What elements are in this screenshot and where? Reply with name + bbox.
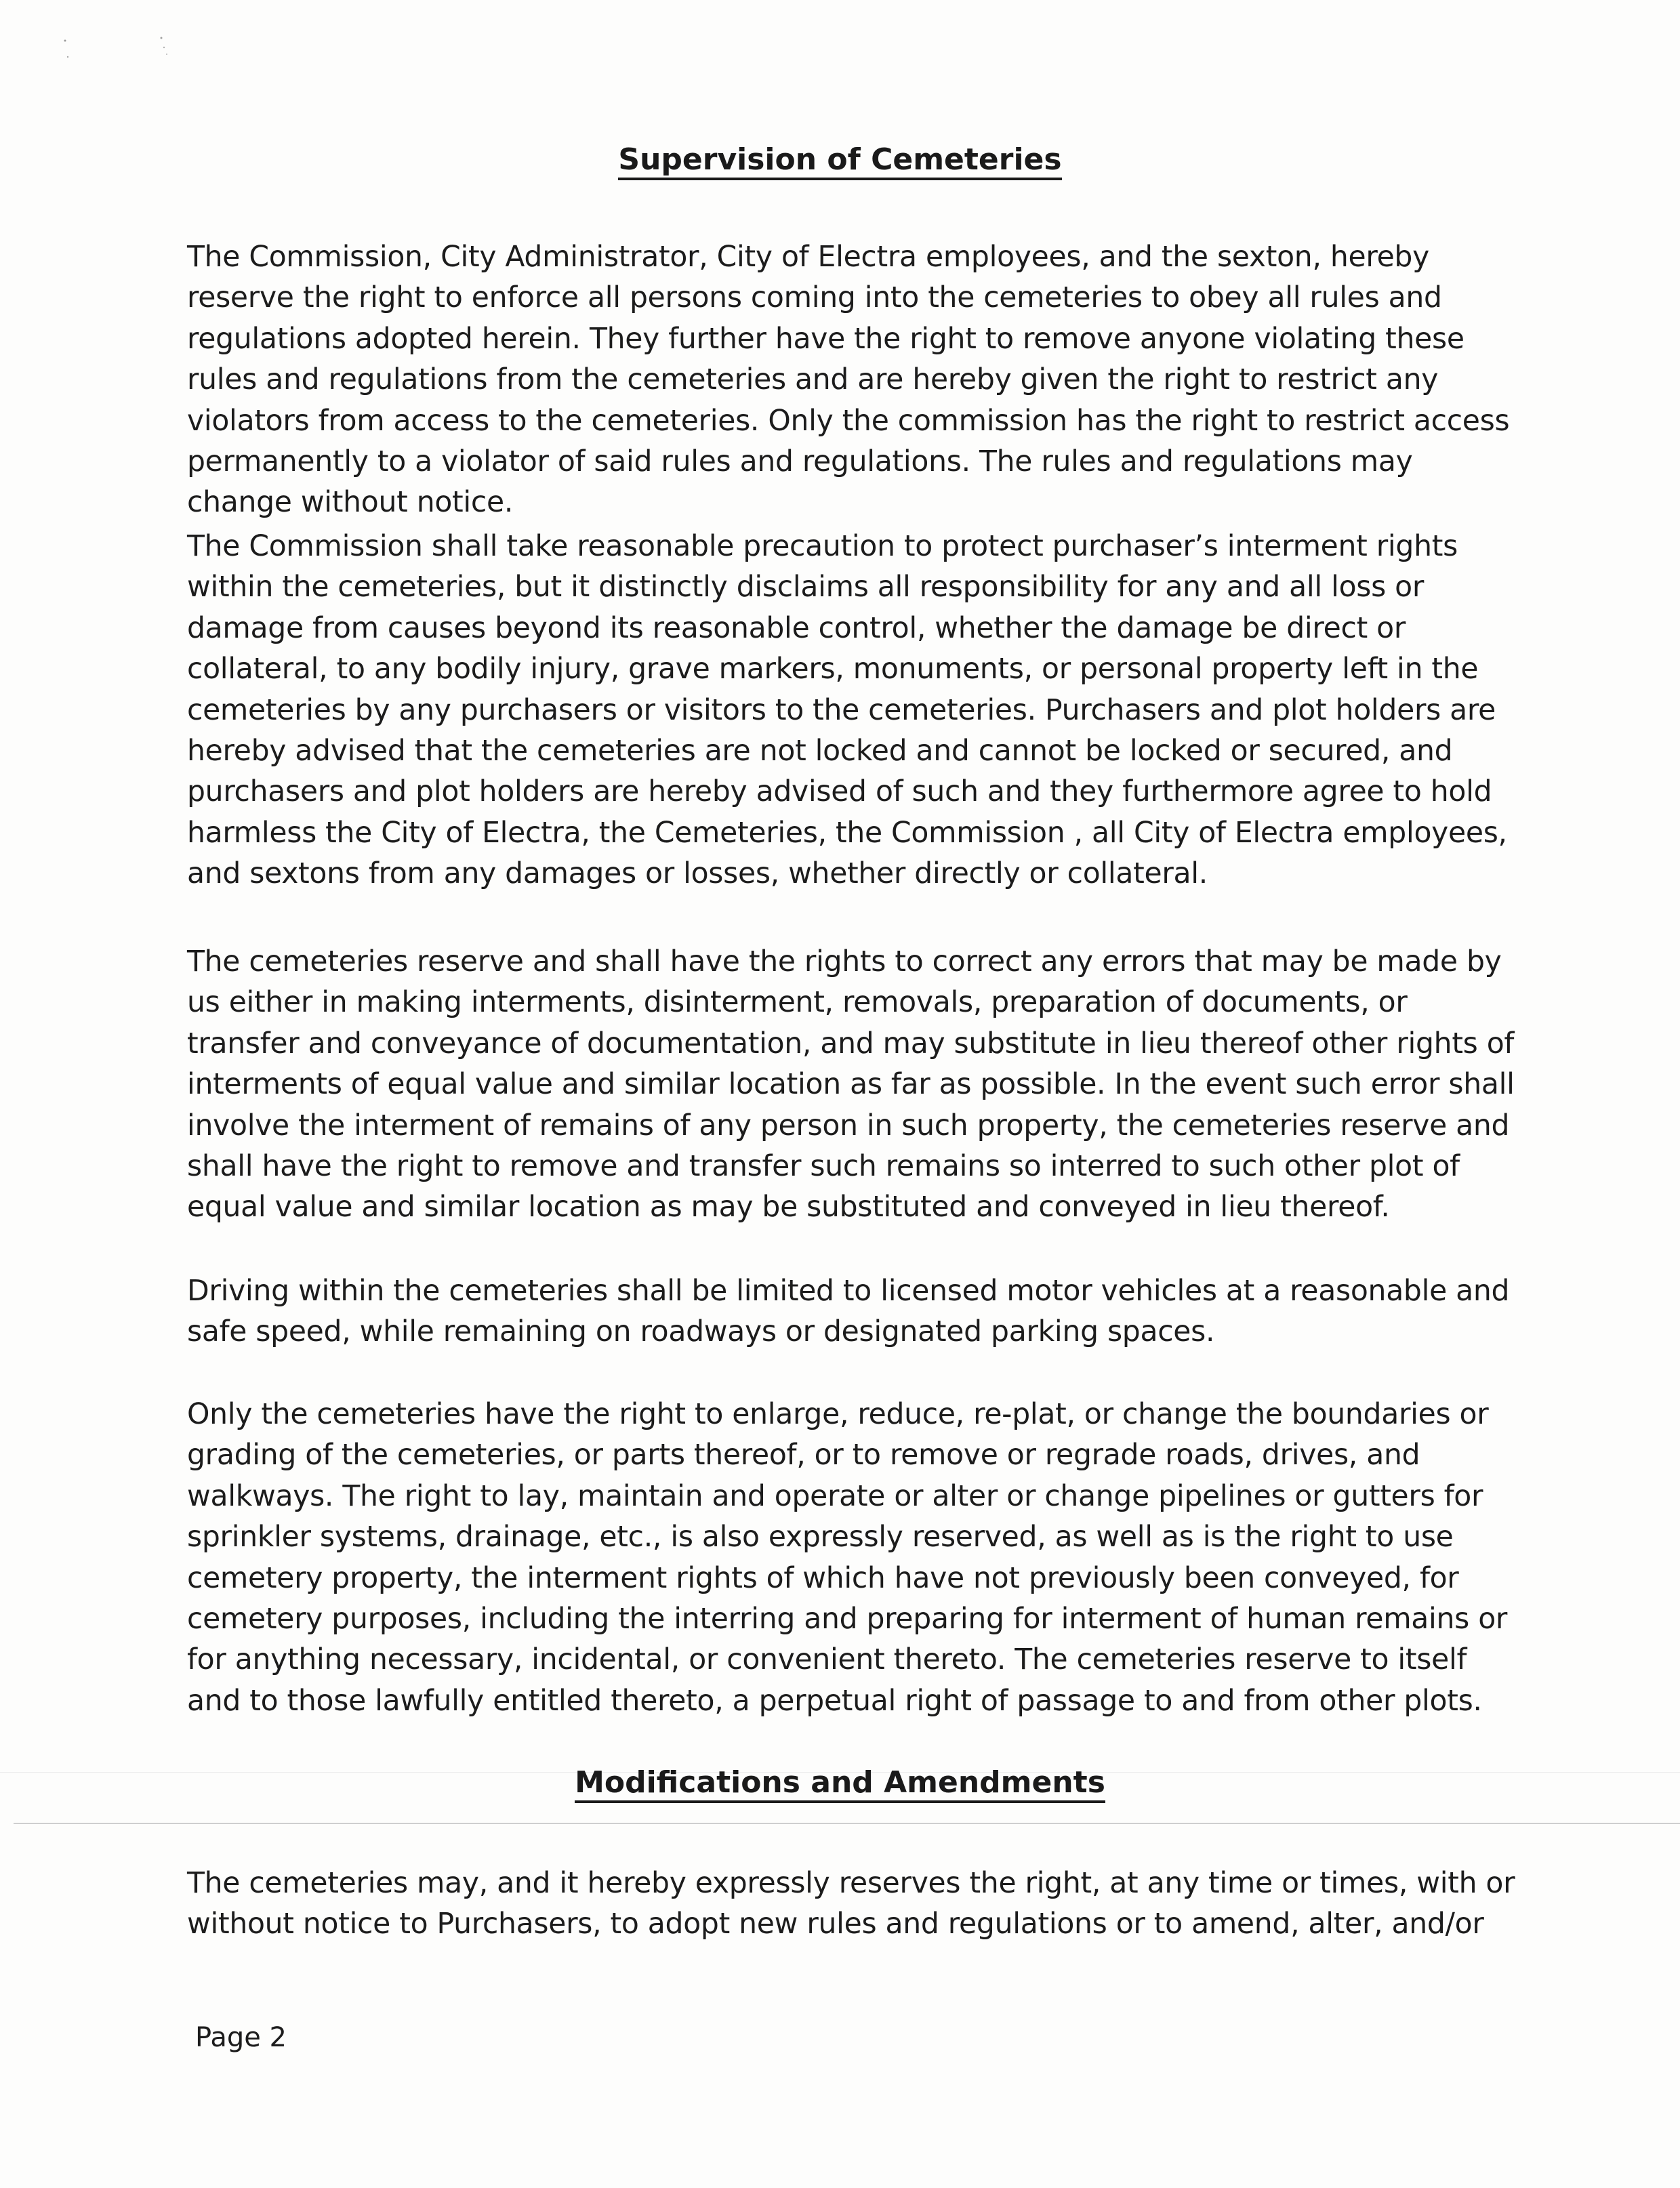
- section-heading-text: Supervision of Cemeteries: [618, 142, 1061, 180]
- scan-speck-marks: [54, 34, 190, 75]
- section-heading-supervision: [0, 140, 1680, 180]
- section-heading-modifications: [0, 1762, 1680, 1803]
- paragraph-liability-disclaimer: The Commission shall take reasonable precaution to protect purchaser’s interment rights within the cemeteries, but it distinctly disclaims all responsibility for any and all loss or damage from causes beyond its reasonable control, whether the damage be direct or collateral, to any bodily injury, grave markers, monuments, or personal property left in the cemeteries by any purchasers or visitors to the cemeteries. Purchasers and plot holders are hereby advised that the cemeteries are not locked and cannot be locked or secured, and purchasers and plot holders are hereby advised of such and they furthermore agree to hold harmless the City of Electra, the Cemeteries, the Commission , all City of Electra employees, and sextons from any damages or losses, whether directly or collateral.: [187, 530, 1507, 891]
- paragraph-driving: Driving within the cemeteries shall be limited to licensed motor vehicles at a reasonable and safe speed, while remaining on roadways or designated parking spaces.: [187, 1275, 1510, 1349]
- paragraph-amendments: The cemeteries may, and it hereby expressly reserves the right, at any time or times, with or without notice to Purchasers, to adopt new rules and regulations or to amend, alter, and/or: [187, 1867, 1515, 1941]
- paragraph-enforcement: The Commission, City Administrator, City of Electra employees, and the sexton, hereby reserve the right to enforce all persons coming into the cemeteries to obey all rules and regulations adopted herein. They further have the right to remove anyone violating these rules and regulations from the cemeteries and are hereby given the right to restrict any violators from access to the cemeteries. Only the commission has the right to restrict access permanently to a violator of said rules and regulations. The rules and regulations may change without notice.: [187, 241, 1510, 520]
- paragraph-error-correction: The cemeteries reserve and shall have the rights to correct any errors that may be made by us either in making interments, disinterment, removals, preparation of documents, or transfer and conveyance of documentation, and may substitute in lieu thereof other rights of interments of equal value and similar location as far as possible. In the event such error shall involve the interment of remains of any person in such property, the cemeteries reserve and shall have the right to remove and transfer such remains so interred to such other plot of equal value and similar location as may be substituted and conveyed in lieu thereof.: [187, 945, 1515, 1224]
- page-number: Page 2: [195, 2022, 287, 2053]
- paragraph-boundaries: Only the cemeteries have the right to enlarge, reduce, re-plat, or change the boundaries or grading of the cemeteries, or parts thereof, or to remove or regrade roads, drives, and walkways. The right to lay, maintain and operate or alter or change pipelines or gutters for sprinkler systems, drainage, etc., is also expressly reserved, as well as is the right to use cemetery property, the interment rights of which have not previously been conveyed, for cemetery purposes, including the interring and preparing for interment of human remains or for anything necessary, incidental, or convenient thereto. The cemeteries reserve to itself and to those lawfully entitled thereto, a perpetual right of passage to and from other plots.: [187, 1398, 1508, 1718]
- scan-line-lower: [14, 1823, 1680, 1824]
- section-heading-text: Modifications and Amendments: [575, 1765, 1105, 1803]
